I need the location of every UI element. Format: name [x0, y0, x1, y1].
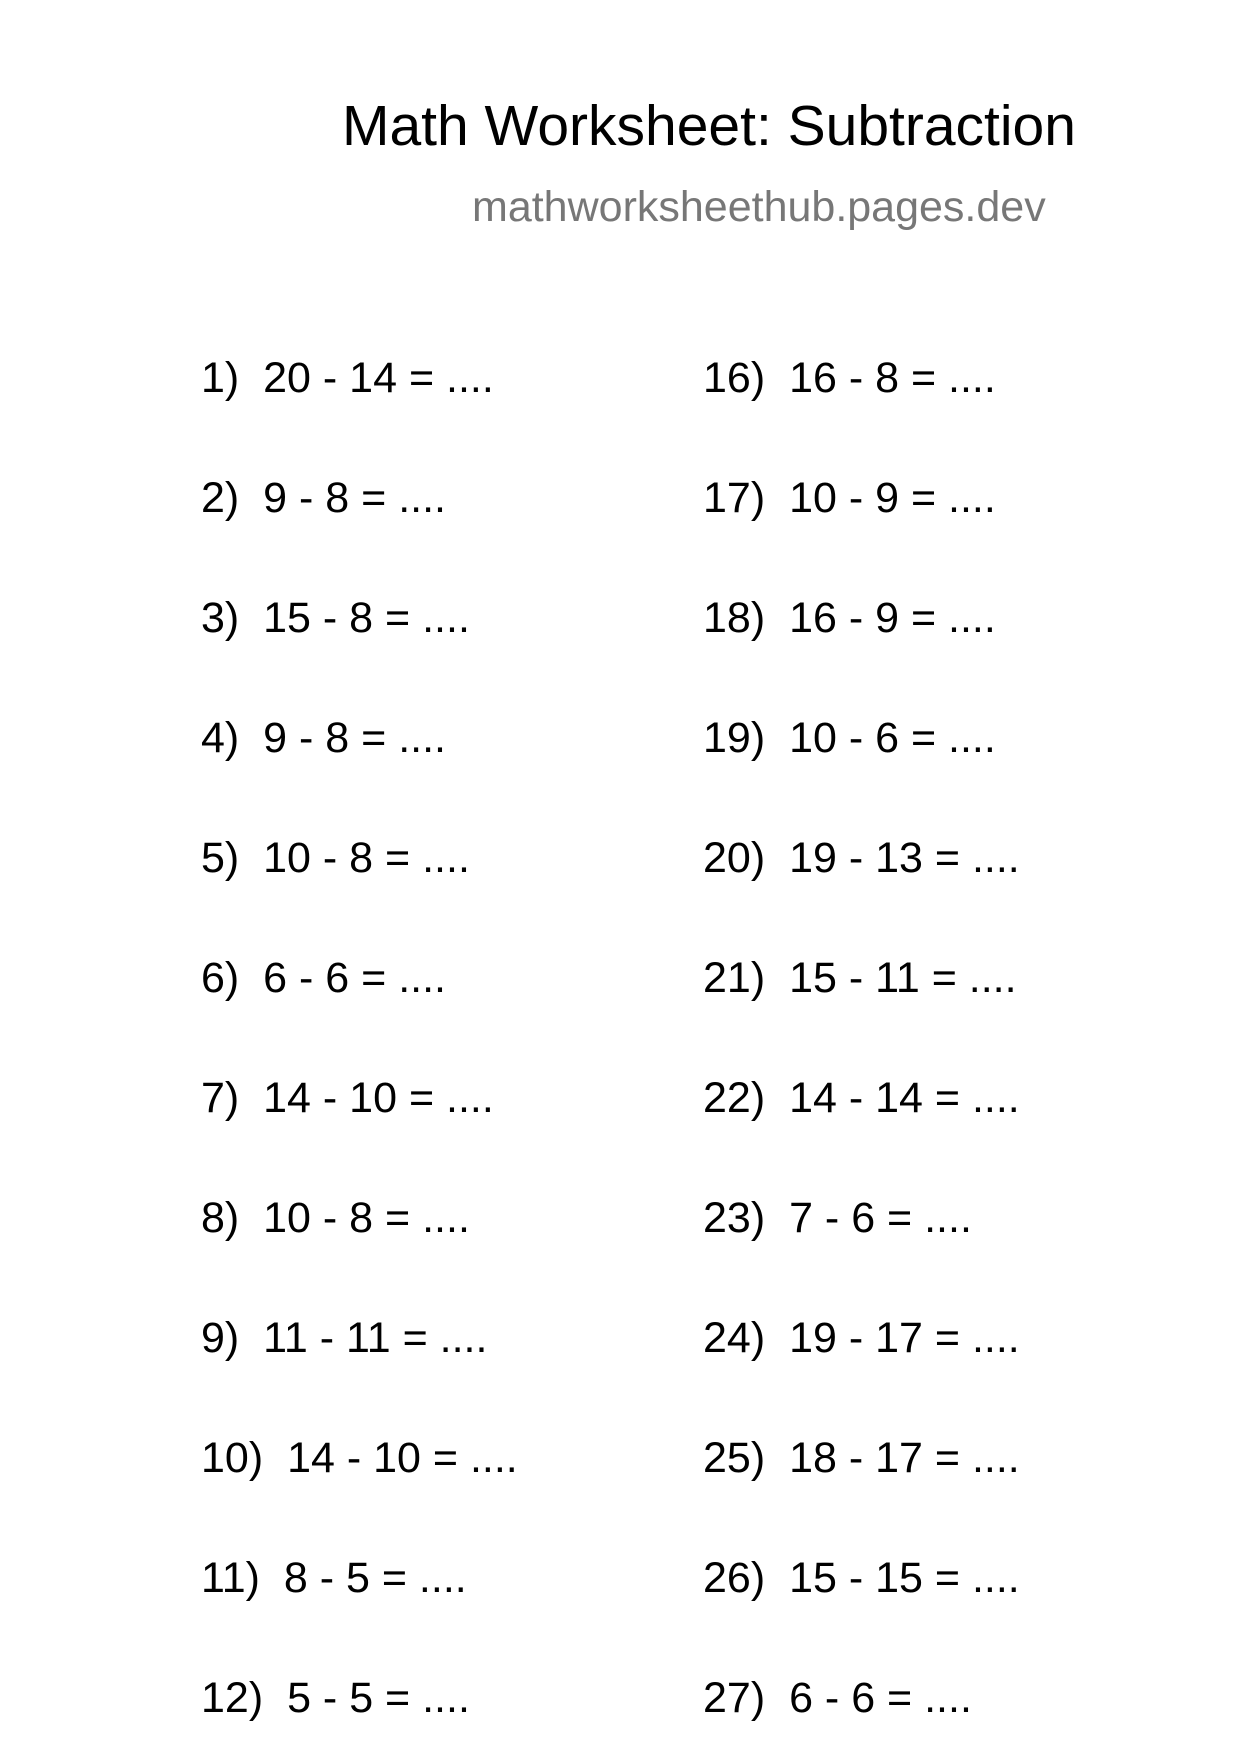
problem-item: [703, 594, 996, 642]
problem-number: 5): [201, 834, 240, 882]
problem-expression: 10 - 9 = ....: [789, 474, 996, 522]
problem-number: 24): [703, 1314, 766, 1362]
problem-item: [703, 1554, 1020, 1602]
problem-item: [201, 1674, 470, 1722]
problem-expression: 10 - 8 = ....: [263, 1194, 470, 1242]
problem-item: [201, 354, 494, 402]
problem-number: 23): [703, 1194, 766, 1242]
problem-number: 7): [201, 1074, 240, 1122]
problem-expression: 9 - 8 = ....: [263, 474, 446, 522]
problem-item: [703, 1674, 972, 1722]
problem-expression: 6 - 6 = ....: [789, 1674, 972, 1722]
problem-number: 22): [703, 1074, 766, 1122]
problem-item: [201, 1194, 470, 1242]
problem-number: 27): [703, 1674, 766, 1722]
problem-expression: 5 - 5 = ....: [287, 1674, 470, 1722]
problem-item: [703, 354, 996, 402]
problem-item: [703, 1194, 972, 1242]
problem-item: [201, 954, 446, 1002]
problem-expression: 16 - 9 = ....: [789, 594, 996, 642]
problem-number: 26): [703, 1554, 766, 1602]
problem-item: [703, 1074, 1020, 1122]
problem-item: [703, 714, 996, 762]
problem-number: 1): [201, 354, 240, 402]
problem-expression: 20 - 14 = ....: [263, 354, 494, 402]
problem-item: [201, 594, 470, 642]
problem-expression: 8 - 5 = ....: [283, 1554, 467, 1602]
problem-number: 18): [703, 594, 766, 642]
problem-number: 4): [201, 714, 240, 762]
problem-number: 8): [201, 1194, 240, 1242]
problem-expression: 10 - 6 = ....: [789, 714, 996, 762]
problem-number: 3): [201, 594, 240, 642]
problem-number: 21): [703, 954, 766, 1002]
problem-number: 20): [703, 834, 766, 882]
worksheet-source-url: mathworksheethub.pages.dev: [472, 183, 1046, 231]
problem-item: [703, 1434, 1020, 1482]
problem-number: 19): [703, 714, 766, 762]
problem-item: [201, 1554, 467, 1602]
problem-item: [201, 1074, 494, 1122]
problem-item: [703, 1314, 1020, 1362]
problem-expression: 19 - 13 = ....: [789, 834, 1020, 882]
problem-expression: 9 - 8 = ....: [263, 714, 446, 762]
problem-expression: 11 - 11 = ....: [263, 1314, 488, 1362]
problem-expression: 15 - 8 = ....: [263, 594, 470, 642]
problem-item: [201, 474, 446, 522]
worksheet-title: Math Worksheet: Subtraction: [342, 94, 1076, 158]
problem-expression: 15 - 11 = ....: [789, 954, 1017, 1002]
problem-expression: 6 - 6 = ....: [263, 954, 446, 1002]
problem-expression: 15 - 15 = ....: [789, 1554, 1020, 1602]
problem-number: 17): [703, 474, 766, 522]
problem-number: 16): [703, 354, 766, 402]
problem-expression: 19 - 17 = ....: [789, 1314, 1020, 1362]
problem-number: 11): [201, 1554, 260, 1602]
problem-item: [201, 834, 470, 882]
problem-expression: 16 - 8 = ....: [789, 354, 996, 402]
problem-expression: 14 - 10 = ....: [287, 1434, 518, 1482]
problem-item: [703, 834, 1020, 882]
problem-number: 9): [201, 1314, 240, 1362]
problem-expression: 10 - 8 = ....: [263, 834, 470, 882]
problem-expression: 7 - 6 = ....: [789, 1194, 972, 1242]
problem-item: [703, 474, 996, 522]
problem-expression: 18 - 17 = ....: [789, 1434, 1020, 1482]
problem-expression: 14 - 10 = ....: [263, 1074, 494, 1122]
problem-item: [703, 954, 1017, 1002]
problem-number: 10): [201, 1434, 264, 1482]
problem-number: 12): [201, 1674, 264, 1722]
problem-expression: 14 - 14 = ....: [789, 1074, 1020, 1122]
problem-item: [201, 1314, 488, 1362]
problem-item: [201, 1434, 518, 1482]
problem-item: [201, 714, 446, 762]
problem-number: 2): [201, 474, 240, 522]
problem-number: 6): [201, 954, 240, 1002]
problem-number: 25): [703, 1434, 766, 1482]
